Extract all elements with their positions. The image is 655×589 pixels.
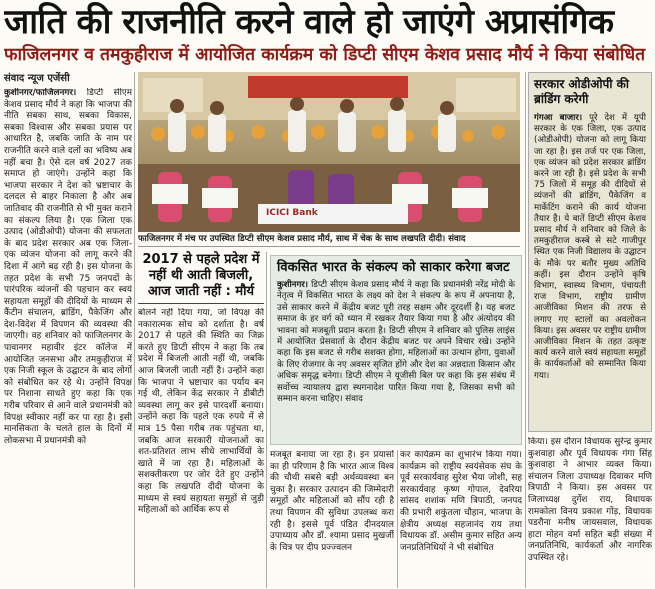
sidebar-headline: सरकार ओडीओपी की ब्रांडिंग करेगी xyxy=(534,77,629,106)
sub-story-headline: 2017 से पहले प्रदेश में नहीं थी आती बिजली, आज जाती नहीं : मौर्य xyxy=(138,252,264,304)
main-story-column-4: मजबूत बनाया जा रहा है। इन प्रयासों का ही परिणाम है कि भारत आज विश्व की चौथी सबसे बड़ी अर्थव्यवस्था बन चुका है। सरकार उत्पादन की जिम्मेदारी समूहों और महिलाओं को सौंप रही है तथा विपणन की सुविधा उपलब्ध करा रही है। इससे पूर्व पंडित दीनदयाल उपाध्याय और डॉ. श्यामा प्रसाद मुखर्जी के चित्र पर दीप प्रज्ज्वलन xyxy=(270,450,394,553)
sub-story-body: बोलने नहीं दिया गया, जो विपक्ष की नकारात्मक सोच को दर्शाता है। वर्ष 2017 से पहले की स्थिति का जिक्र करते हुए डिप्टी सीएम ने कहा कि तब प्रदेश में बिजली आती नहीं थी, जबकि आज बिजली जाती नहीं है। उन्होंने कहा कि भाजपा ने भ्रष्टाचार का पर्याय बन गई थी, लेकिन केंद्र सरकार ने डीबीटी व्यवस्था लागू कर इसे पारदर्शी बनाया। उन्होंने कहा कि पहले एक रुपये में से मात्र 15 पैसा गरीब तक पहुंचता था, जबकि आज सरकारी योजनाओं का शत-प्रतिशत लाभ सीधे लाभार्थियों के खाते में जा रहा है। महिलाओं के सशक्तीकरण पर जोर देते हुए उन्होंने कहा कि लखपति दीदी योजना के माध्यम से स्वयं सहायता समूहों से जुड़ी महिलाओं को आर्थिक रूप से xyxy=(138,308,264,516)
sidebar-body xyxy=(534,113,646,382)
budget-story-text: डिप्टी सीएम केशव प्रसाद मौर्य ने कहा कि प्रधानमंत्री नरेंद्र मोदी के नेतृत्व में विकसित भारत के लक्ष्य को देश ने संकल्प के रूप में अपनाया है, उसे साकार करने में केंद्रीय बजट पूरी तरह सक्षम और दूरदर्शी है। यह बजट समाज के हर वर्ग को ध्यान में रखकर तैयार किया गया है और अंत्योदय की भावना को मजबूती प्रदान करता है। डिप्टी सीएम ने शनिवार को पुलिस लाइंस में आयोजित प्रेसवार्ता के दौरान केंद्रीय बजट पर अपने विचार रखे। उन्होंने कहा कि इस बजट से गरीब सशक्त होगा, महिलाओं का उत्थान होगा, युवाओं के लिए रोजगार के नए अवसर सृजित होंगे और देश का अन्नदाता किसान और अधिक समृद्ध बनेगा। डिप्टी सीएम ने यूजीसी बिल पर कहा कि इस संबंध में सर्वोच्च न्यायालय द्वारा स्थगनादेश पारित किया गया है, जिसका सभी को सम्मान करना चाहिए। संवाद xyxy=(277,280,515,405)
page-headline: जाति की राजनीति करने वाले हो जाएंगे अप्रासंगिक xyxy=(4,2,614,42)
main-story-column-5: कर कार्यक्रम का शुभारंभ किया गया। कार्यक्रम को राष्ट्रीय स्वयंसेवक संघ के पूर्व सरकार्यवाह सुरेश भैया जोशी, सह सरकार्यवाह कृष्ण गोपाल, देवरिया सांसद शशांक मणि त्रिपाठी, जनपद की प्रभारी शकुंतला चौहान, भाजपा के क्षेत्रीय अध्यक्ष सहजानंद राय तथा विधायक डॉ. असीम कुमार सहित अन्य जनप्रतिनिधियों ने भी संबोधित xyxy=(400,450,522,553)
sub-story xyxy=(138,252,264,588)
agency-byline: संवाद न्यूज एजेंसी xyxy=(4,73,70,84)
main-story-text-1: डिप्टी सीएम केशव प्रसाद मौर्य ने कहा कि भाजपा की नीति सबका साथ, सबका विकास, सबका विश्वास और सबका प्रयास पर आधारित है, जबकि जाति के नाम पर राजनीति करने वाले दलों का भविष्य अब नहीं बचा है। ऐसे दल वर्ष 2027 तक समाप्त हो जाएंगे। उन्होंने कहा कि भाजपा सरकार ने देश को भ्रष्टाचार के दलदल से बाहर निकाला है और अब जातिवाद की राजनीति से भी मुक्त कराने का संकल्प लिया है। एक जिला एक उत्पाद (ओडीओपी) योजना की सफलता के बाद प्रदेश सरकार अब एक जिला-एक व्यंजन योजना को लागू करने की दिशा में आगे बढ़ रही है। इस योजना के तहत प्रदेश के सभी 75 जनपदों के पारंपरिक व्यंजनों की पहचान कर स्वयं सहायता समूहों की दीदियों के माध्यम से कैंटीन संचालन, ब्रांडिंग, पैकेजिंग और देश-विदेश में विपणन की व्यवस्था की जाएगी। वह शनिवार को फाजिलनगर के पावानगर महावीर इंटर कॉलेज में आयोजित जनसभा और तमकुहीराज में एक निजी स्कूल के उद्घाटन के बाद लोगों को संबोधित कर रहे थे। उन्होंने विपक्ष पर निशाना साधते हुए कहा कि एक गरीब परिवार से आने वाले प्रधानमंत्री को विपक्ष स्वीकार नहीं कर पा रहा है। इसी मानसिकता के चलते हाल के दिनों में लोकसभा में प्रधानमंत्री को xyxy=(4,88,132,446)
stage-photo-illustration xyxy=(138,72,520,232)
bank-cheque-label: ICICI Bank xyxy=(266,208,318,218)
column-rule xyxy=(134,72,135,588)
budget-story-body xyxy=(277,280,515,405)
odop-sidebar xyxy=(528,72,652,432)
event-photo xyxy=(138,72,520,232)
column-rule xyxy=(525,72,526,588)
sidebar-dateline: गंगआ बाजार। xyxy=(534,113,583,123)
budget-story-headline: विकसित भारत के संकल्प को साकार करेगा बजट xyxy=(277,260,510,275)
photo-caption: फाजिलनगर में मंच पर उपस्थित डिप्टी सीएम केशव प्रसाद मौर्य, साथ में चेक के साथ लखपति दीदी। संवाद xyxy=(138,233,520,247)
main-story-column-6: किया। इस दौरान विधायक सुरेन्द्र कुमार कुशवाहा और पूर्व विधायक गंगा सिंह कुशवाहा ने आभार व्यक्त किया। संचालन जिला उपाध्यक्ष दिवाकर मणि त्रिपाठी ने किया। इस अवसर पर जिलाध्यक्ष दुर्गेश राय, विधायक रामकोला विनय प्रकाश गोंड़, विधायक पडरौना मनीष जायसवाल, विधायक हाटा मोहन वर्मा सहित बड़ी संख्या में जनप्रतिनिधि, कार्यकर्ता और नागरिक उपस्थित रहे। xyxy=(528,437,652,563)
main-story-column-1 xyxy=(4,88,132,588)
column-rule xyxy=(397,450,398,588)
budget-dateline: कुशीनगर। xyxy=(277,280,309,290)
sub-headline: फाजिलनगर व तमकुहीराज में आयोजित कार्यक्रम को डिप्टी सीएम केशव प्रसाद मौर्य ने किया संबोधित xyxy=(4,45,646,65)
budget-story-box xyxy=(270,255,522,445)
column-rule xyxy=(266,252,267,588)
main-dateline: कुशीनगर/फाजिलनगर। xyxy=(4,88,77,98)
sidebar-text: पूरे देश में यूपी सरकार के एक जिला, एक उत्पाद (ओडीओपी) योजना को लागू किया जा रहा है। इस तर्ज पर एक जिला, एक व्यंजन को प्रदेश सरकार ब्रांडिंग करने जा रही है। इसे प्रदेश के सभी 75 जिलों में समूह की दीदियों से व्यंजनों की ब्रांडिंग, पैकेजिंग व मार्केटिंग कराने की कार्य योजना तैयार है। ये बातें डिप्टी सीएम केशव प्रसाद मौर्य ने शनिवार को जिले के तमकुहीराज कस्बे से सटे गाजीपुर स्थित एक निजी विद्यालय के उद्घाटन के मौके पर बतौर मुख्य अतिथि कहीं। इस दौरान उन्होंने कृषि विभाग, स्वास्थ्य विभाग, पंचायती राज विभाग, राष्ट्रीय ग्रामीण आजीविका मिशन की तरफ से लगाए गए स्टालों का अवलोकन किया। इस अवसर पर राष्ट्रीय ग्रामीण आजीविका मिशन के तहत उत्कृष्ट कार्य करने वाले स्वयं सहायता समूहों के कार्यकर्ताओं को सम्मानित किया गया। xyxy=(534,113,646,381)
